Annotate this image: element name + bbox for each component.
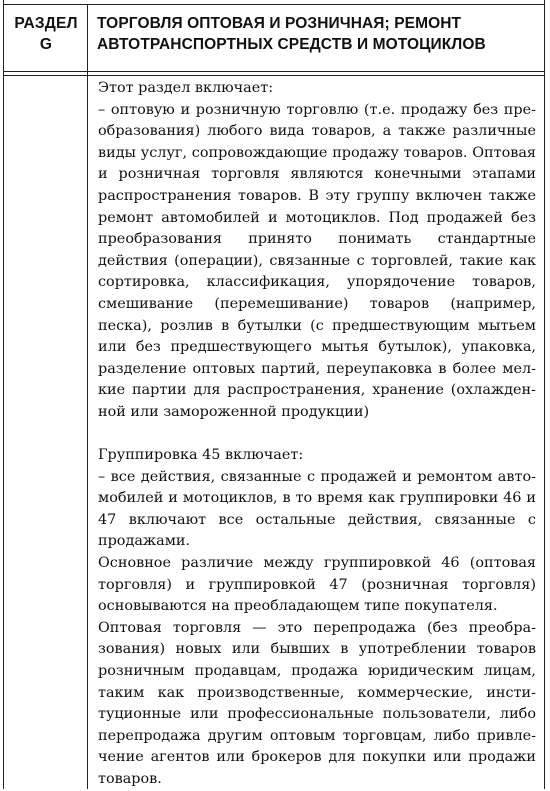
difference-paragraph: Основное различие между группировкой 46 (оптовая торговля) и группировкой 47 (розничная торговля) основываются на преобладающем типе покупателя.	[98, 555, 536, 615]
section-title: ТОРГОВЛЯ ОПТОВАЯ И РОЗНИЧНАЯ; РЕМОНТ АВТОТРАНСПОРТНЫХ СРЕДСТВ И МОТОЦИКЛОВ	[97, 15, 486, 53]
wholesale-definition-paragraph: Оптовая торговля — это перепродажа (без преобразования) новых или бывших в употреблении товаров розничным продавцам, продажа юридическим лицам, таким как производственные, коммерческие, институционные или профессиональные пользователи, либо перепродажа другим оптовым торговцам, либо привлечение агентов или брокеров для покупки или продажи товаров.	[98, 619, 536, 787]
section-label-word: РАЗДЕЛ	[14, 15, 78, 32]
section-label	[8, 13, 84, 55]
column-divider	[87, 4, 88, 789]
intro-heading: Этот раздел включает:	[98, 80, 274, 96]
section-description	[98, 78, 536, 791]
trade-scope-paragraph: – оптовую и розничную торговлю (т.е. продажу без преобразования) любого вида товаров, а также различные виды услуг, сопровождающие продажу товаров. Оптовая и розничная торговля являются конечными этапами распространения товаров. В эту группу включен также ремонт автомобилей и мотоциклов. Под продажей без преобразования принято понимать стандартные действия (операции), связанные с торговлей, такие как сортировка, классификация, упорядочение товаров, смешивание (перемешивание) товаров (например, песка), розлив в бутылки (с предшествующим мытьем или без предшествующего мытья бутылок), упаковка, разделение оптовых партий, переупаковка в более мелкие партии для распространения, хранение (охлажденной или замороженной продукции)	[98, 101, 536, 420]
table-top-border	[3, 4, 545, 5]
section-letter: G	[39, 36, 53, 53]
header-divider	[3, 71, 545, 72]
header-divider-double	[3, 75, 545, 76]
group-45-paragraph: – все действия, связанные с продажей и ремонтом автомобилей и мотоциклов, в то время как группировки 46 и 47 включают все остальные действия, связанные с продажами.	[98, 468, 536, 550]
group-45-heading: Группировка 45 включает:	[98, 447, 304, 464]
